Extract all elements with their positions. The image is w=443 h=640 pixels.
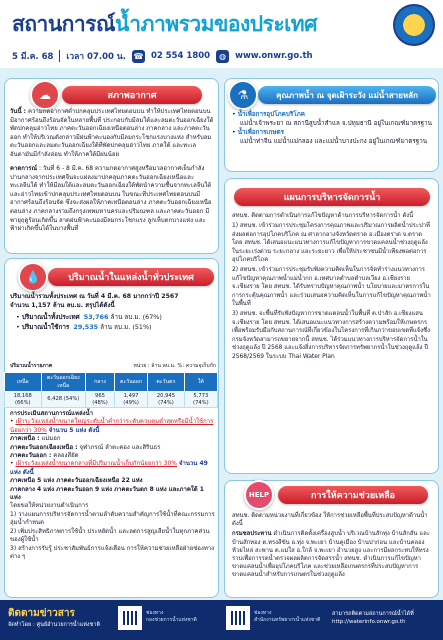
quality-item-agri: • น้ำเพื่อการเกษตร bbox=[232, 129, 284, 136]
action-item: 3) สร้างการรับรู้ ประชาสัมพันธ์การแจ้งเตือน การให้ความช่วยเหลือฝ่ายช่องทางต่าง ๆ bbox=[10, 544, 215, 560]
item2-count: จำนวน 49 แห่ง ดังนี้ bbox=[10, 460, 208, 476]
region-line1: ภาคเหนือ 5 แห่ง ภาคตะวันออกเฉียงเหนือ 22 แห่ง bbox=[10, 477, 143, 485]
good-text: แม่น้ำเจ้าพระยา ณ สถานีสูบน้ำสำแล จ.ปทุมธานี อยู่ในเกณฑ์มาตรฐาน bbox=[240, 120, 432, 127]
table-cell: 18,168 (66%) bbox=[5, 392, 42, 408]
onwr-logo bbox=[393, 4, 435, 46]
table-caption: ปริมาณน้ำรายภาค bbox=[10, 363, 53, 369]
contact-phone: 02 554 1800 bbox=[150, 51, 211, 61]
northeast-row bbox=[10, 444, 216, 452]
table-cell: 1,497 (49%) bbox=[114, 392, 147, 408]
total-label: ปริมาณน้ำทั้งประเทศ bbox=[21, 313, 80, 321]
weather-today bbox=[10, 108, 214, 160]
north-row bbox=[10, 435, 216, 443]
divider bbox=[59, 50, 60, 62]
table-row bbox=[5, 392, 218, 408]
weather-icon: ☁ bbox=[30, 80, 60, 110]
volume-figures bbox=[16, 312, 216, 332]
globe-icon: ◍ bbox=[216, 50, 229, 63]
management-item: 2) สทนช. เข้าร่วมการประชุมรับฟังความคิดเห็นในการจัดทำร่างแนวทางการแก้ไขปัญหาคุณภาพน้ำแม่น้ำกก อ.เทศบาลตำบลตำบลเวียง อ.เชียงราย จ.เชียงราย โดย สทนช. ได้รับทราบปัญหาคุณภาพน้ำ นโยบายและมาตรการในการกระตุ้นคุณภาพน้ำ และร่วมเสนอความคิดเห็นในการแก้ไขปัญหาคุณภาพน้ำในพื้นที่ bbox=[232, 267, 431, 308]
total-value: 53,766 bbox=[83, 313, 109, 321]
usable-value: 29,535 bbox=[73, 323, 99, 331]
report-time: เวลา 07.00 น. bbox=[66, 52, 126, 62]
forecast-label: คาดการณ์ bbox=[10, 165, 38, 172]
action-item: 2) เพิ่มประสิทธิภาพการใช้น้ำ ประหยัดน้ำ และลดการสูญเสียน้ำในทุกภาคส่วนของผู้ใช้น้ำ bbox=[10, 527, 210, 544]
table-header: ใต้ bbox=[184, 373, 217, 392]
today-label: วันนี้ : bbox=[10, 108, 27, 115]
table-cell: 6,428 (54%) bbox=[41, 392, 86, 408]
weather-forecast bbox=[10, 165, 214, 234]
footer-url-block bbox=[332, 610, 414, 626]
regional-volume-table bbox=[4, 372, 218, 408]
water-volume-title: ปริมาณน้ำในแหล่งน้ำทั่วประเทศ bbox=[48, 268, 214, 286]
header bbox=[0, 0, 443, 68]
footer-channel-2 bbox=[254, 610, 320, 624]
table-header: ตะวันตก bbox=[148, 373, 185, 392]
good-label: น้ำเพื่อการอุปโภคบริโภค bbox=[237, 111, 306, 118]
assistance-intro: สทนช. ติดตามหน่วยงานที่เกี่ยวข้อง ให้การช่วยเหลือพื้นที่ประสบปัญหาด้านน้ำ ดังนี้ bbox=[232, 513, 428, 528]
assistance-body bbox=[232, 512, 434, 580]
qr-code-icon[interactable] bbox=[226, 606, 250, 630]
table-cell: 20,945 (74%) bbox=[148, 392, 185, 408]
usable-row: • ปริมาณน้ำใช้การ 29,535 ล้าน ลบ.ม. (51%) bbox=[16, 323, 152, 331]
usable-label: ปริมาณน้ำใช้การ bbox=[21, 323, 70, 331]
action-item: 1) วางแผนการบริหารจัดการน้ำตามลำดับความสำคัญการใช้น้ำที่คณะกรรมการลุ่มน้ำกำหนด bbox=[10, 510, 215, 527]
forecast-text: : วันที่ 6 - 8 มี.ค. 68 ความกดอากาศสูงหรือมวลอากาศเย็นกำลังปานกลางจากประเทศจีนจะแผ่ลงมาปกคลุมภาคตะวันออกเฉียงเหนือและทะเลจีนใต้ ทำให้มีลมใต้และลมตะวันออกเฉียงใต้พัดนำความชื้นจากทะเลจีนใต้และอ่าวไทยเข้าปกคลุมประเทศไทยตอนบน ในขณะที่ประเทศไทยตอนบนมีอากาศร้อนถึงร้อนจัด ซึ่งจะส่งผลให้ภาคเหนือตอนล่าง ภาคตะวันออกเฉียงเหนือตอนล่าง ภาคกลางรวมถึงกรุงเทพมหานครและปริมณฑล และภาคตะวันออก มีพายุฤดูร้อนเกิดขึ้น ลาดฝนฟ้าคะนองมีลมกระโชกแรง ลูกเห็บตกบางแห่ง และฟ้าผ่าเกิดขึ้นได้ในบางพื้นที่ bbox=[10, 165, 212, 233]
assessment-section bbox=[10, 410, 216, 561]
volume-summary bbox=[10, 293, 216, 310]
quality-body bbox=[232, 110, 434, 146]
action-intro: โดยขอให้หน่วยงานดำเนินการ bbox=[10, 502, 89, 510]
agri-text: แม่น้ำท่าจีน แม่น้ำแม่กลอง และแม่น้ำบางปะกง อยู่ในเกณฑ์มาตรฐาน bbox=[240, 138, 428, 145]
east-label: ภาคตะวันออก : bbox=[10, 452, 52, 460]
management-item: 3) สทนช. จะพื้นที่รับฟังปัญหาการขาดแคลนน้ำในพื้นที่ ต.ป่าสัก อ.เชียงแสน จ.เชียงราย โดย สทนช. ได้เสนอแนะแนวทางการสร้างความพร้อมให้เกษตรกรเพื่อพร้อมรับมือกับสถานการณ์ที่เกี่ยวข้องในโครงการที่เกินกว่าขอบเขตที่แจ้งซึ่งกรมจังหวัดสามารถขยายจากนี้ สทนช. ได้ร่วมแนวทางการบริหารจัดการน้ำในช่วงฤดูแล้ง ปี 2568 และแจ้งสิ่งการบริหารจัดการทรัพยากรน้ำในช่วงฤดูแล้ง ปี 2568/2569 ในระบบ Thai Water Plan bbox=[232, 311, 431, 360]
seg2-line1: ช่องทาง bbox=[254, 610, 272, 616]
table-cell: 5,773 (74%) bbox=[184, 392, 217, 408]
assessment-title: การประเมินสถานการณ์แหล่งน้ำ bbox=[10, 410, 94, 417]
table-header: ตะวันออกเฉียงเหนือ bbox=[41, 373, 86, 392]
management-intro: สทนช. ติดตามการดำเนินการแก้ไขปัญหาด้านการบริหารจัดการน้ำ ดังนี้ bbox=[232, 213, 414, 219]
date-bar bbox=[12, 48, 313, 64]
assistance-agency: กรมชลประทาน bbox=[232, 531, 272, 538]
seg1-line2: กองช่วยการน้ำแห่งชาติ bbox=[146, 617, 197, 623]
management-item: 1) สทนช. เข้าร่วมการประชุมโครงการคุณภาพและปริมาณการผลิตน้ำประปาที่ส่งผลต่อการอุปโภคบริโภค ณ ศาลากลางจังหวัดตราด อ.เมืองตราด จ.ตราด โดย สทนช. ได้เสนอแนะแนวทางการแก้ไขปัญหาการขาดแคลนน้ำช่วงฤดูแล้งในระยะเร่งด่วน ระยะกลาง และระยะยาว เพื่อให้ประชาชนมีน้ำเพียงพอต่อการอุปโภคบริโภค bbox=[232, 223, 430, 264]
weather-title: สภาพอากาศ bbox=[62, 86, 202, 104]
title-accent: น้ำภาพรวมของประเทศ bbox=[114, 12, 317, 36]
seg1-line1: ช่องทาง bbox=[146, 610, 164, 616]
summary-line1: ปริมาณน้ำรวมทั้งประเทศ ณ วันที่ 4 มี.ค. 68 มากกว่าปี 2567 bbox=[10, 293, 179, 300]
today-text: ความกดอากาศต่ำปกคลุมประเทศไทยตอนบน ทำให้ประเทศไทยตอนบนมีอากาศร้อนถึงร้อนจัดในหลายพื้นที่ ประกอบกับมีลมใต้และลมตะวันออกเฉียงใต้พัดปกคลุมอ่าวไทย ภาคตะวันออกเฉียงเหนือตอนล่าง ภาคกลาง และภาคตะวันออก ทำให้บริเวณดังกล่าวมีฝนฟ้าคะนองกับมีลมกระโชกแรงบางแห่ง สำหรับลมตะวันออกและลมตะวันออกเฉียงใต้ที่พัดปกคลุมอ่าวไทย ภาคใต้ และทะเลอันดามันมีกำลังอ่อน ทำให้ภาคใต้มีฝนน้อย bbox=[10, 108, 214, 158]
website-link[interactable]: www.onwr.go.th bbox=[235, 51, 313, 61]
agri-label: น้ำเพื่อการเกษตร bbox=[237, 129, 284, 136]
table-unit: หน่วย : ล้าน ลบ.ม. %: ความจุเก็บกัก bbox=[133, 363, 216, 369]
waterinfo-link[interactable]: http://waterinfo.onwr.go.th bbox=[332, 619, 406, 625]
help-icon: HELP bbox=[244, 480, 274, 510]
quality-item-consumption: • น้ำเพื่อการอุปโภคบริโภค bbox=[232, 111, 306, 118]
northeast-label: ภาคตะวันออกเฉียงเหนือ : bbox=[10, 443, 78, 451]
item2-text: เฝ้าระวังแหล่งน้ำขนาดกลางที่มีปริมาณน้ำเก็บกักน้อยกว่า 30% bbox=[15, 460, 178, 468]
assistance-title: การให้ความช่วยเหลือ bbox=[278, 486, 428, 504]
report-date: 5 มี.ค. 68 bbox=[12, 52, 54, 62]
assistance-text: ดำเนินการติดตั้งเครื่องสูบน้ำ บริเวณบ้านสักทุ่ง บ้านสักสัน และบ้านสักทอง ต.ทรงสีขัน อ.ทุ่ง จ.พะเยา บ้านคูเมือง บ้านปาก่อน และบ้านคลองห้วยไหล่ สะพาน ต.แม่ใส อ.ใกล้ จ.พะเยา อำนวยสูง และการมีผลกระทบให้ทรงราบเพื่อการรดน้ำตรวจผลผลิตการจัดสรรน้ำ สทนช. ดำเนินการแก้ไขปัญหาขาดแคลนน้ำเพื่ออุปโภคบริโภค และช่วยเหลือเกษตรกรที่ประสบปัญหาการขาดแคลนน้ำสำหรับการเกษตรในช่วงฤดูแล้ง bbox=[232, 531, 430, 579]
item1-text: เฝ้าระวังแหล่งน้ำขนาดใหญ่ระดับน้ำต่ำกว่าระดับควบคุมต่ำสุดหรือมีน้ำใช้การน้อยกว่า 30% bbox=[10, 418, 214, 434]
quality-title: คุณภาพน้ำ ณ จุดเฝ้าระวัง แม่น้ำสายหลัก bbox=[258, 86, 436, 104]
drop-icon: 💧 bbox=[18, 262, 48, 292]
north-label: ภาคเหนือ : bbox=[10, 435, 40, 443]
footer-sub: จัดทำโดย : ศูนย์อำนวยการน้ำแห่งชาติ bbox=[8, 622, 101, 628]
table-cell: 965 (48%) bbox=[86, 392, 115, 408]
assessment-item2: • เฝ้าระวังแหล่งน้ำขนาดกลางที่มีปริมาณน้ำเก็บกักน้อยกว่า 30% จำนวน 49 แห่ง ดังนี้ bbox=[10, 460, 208, 476]
table-header: กลาง bbox=[86, 373, 115, 392]
footer bbox=[0, 600, 443, 640]
management-body bbox=[232, 212, 434, 361]
assistance-detail bbox=[232, 530, 434, 579]
region-line2: ภาคกลาง 4 แห่ง ภาคตะวันออก 9 แห่ง ภาคตะวันตก 8 แห่ง และภาคใต้ 1 แห่ง bbox=[10, 485, 204, 502]
summary-line2: จำนวน 1,157 ล้าน ลบ.ม. สรุปได้ดังนี้ bbox=[10, 301, 115, 309]
qr-code-icon[interactable] bbox=[118, 606, 142, 630]
assessment-item1: • เฝ้าระวังแหล่งน้ำขนาดใหญ่ระดับน้ำต่ำกว่าระดับควบคุมต่ำสุดหรือมีน้ำใช้การน้อยกว่า 30% จำนวน 5 แห่ง ดังนี้ bbox=[10, 418, 214, 434]
table-header: เหนือ bbox=[5, 373, 42, 392]
phone-icon: ☎ bbox=[133, 51, 144, 61]
footer-channel-1 bbox=[146, 610, 197, 624]
table-caption-row bbox=[10, 362, 216, 371]
title-main: สถานการณ์ bbox=[12, 12, 115, 36]
east-value: คลองสียัด bbox=[53, 452, 79, 460]
flask-icon: ⚗ bbox=[228, 80, 258, 110]
page-title bbox=[12, 8, 317, 41]
item1-count: จำนวน 5 แห่ง ดังนี้ bbox=[48, 426, 100, 434]
usable-unit: ล้าน ลบ.ม. (51%) bbox=[100, 323, 152, 331]
total-unit: ล้าน ลบ.ม. (67%) bbox=[110, 313, 162, 321]
footer-brand: ติดตามข่าวสาร bbox=[8, 608, 75, 619]
seg2-line2: สำนักงานทรัพยากรน้ำแห่งชาติ bbox=[254, 617, 321, 623]
table-header: ตะวันออก bbox=[114, 373, 147, 392]
north-value: แม่มอก bbox=[41, 435, 61, 443]
total-row: • ปริมาณน้ำทั้งประเทศ 53,766 ล้าน ลบ.ม. (67%) bbox=[16, 313, 162, 321]
management-title: แผนการบริหารจัดการน้ำ bbox=[234, 188, 430, 206]
northeast-value: จุฬาภรณ์ ลำตะคอง และสิรินธร bbox=[79, 443, 161, 451]
url-line1: สามารถติดตามสถานการณ์น้ำได้ที่ bbox=[332, 611, 414, 617]
table-header-row bbox=[5, 373, 218, 392]
